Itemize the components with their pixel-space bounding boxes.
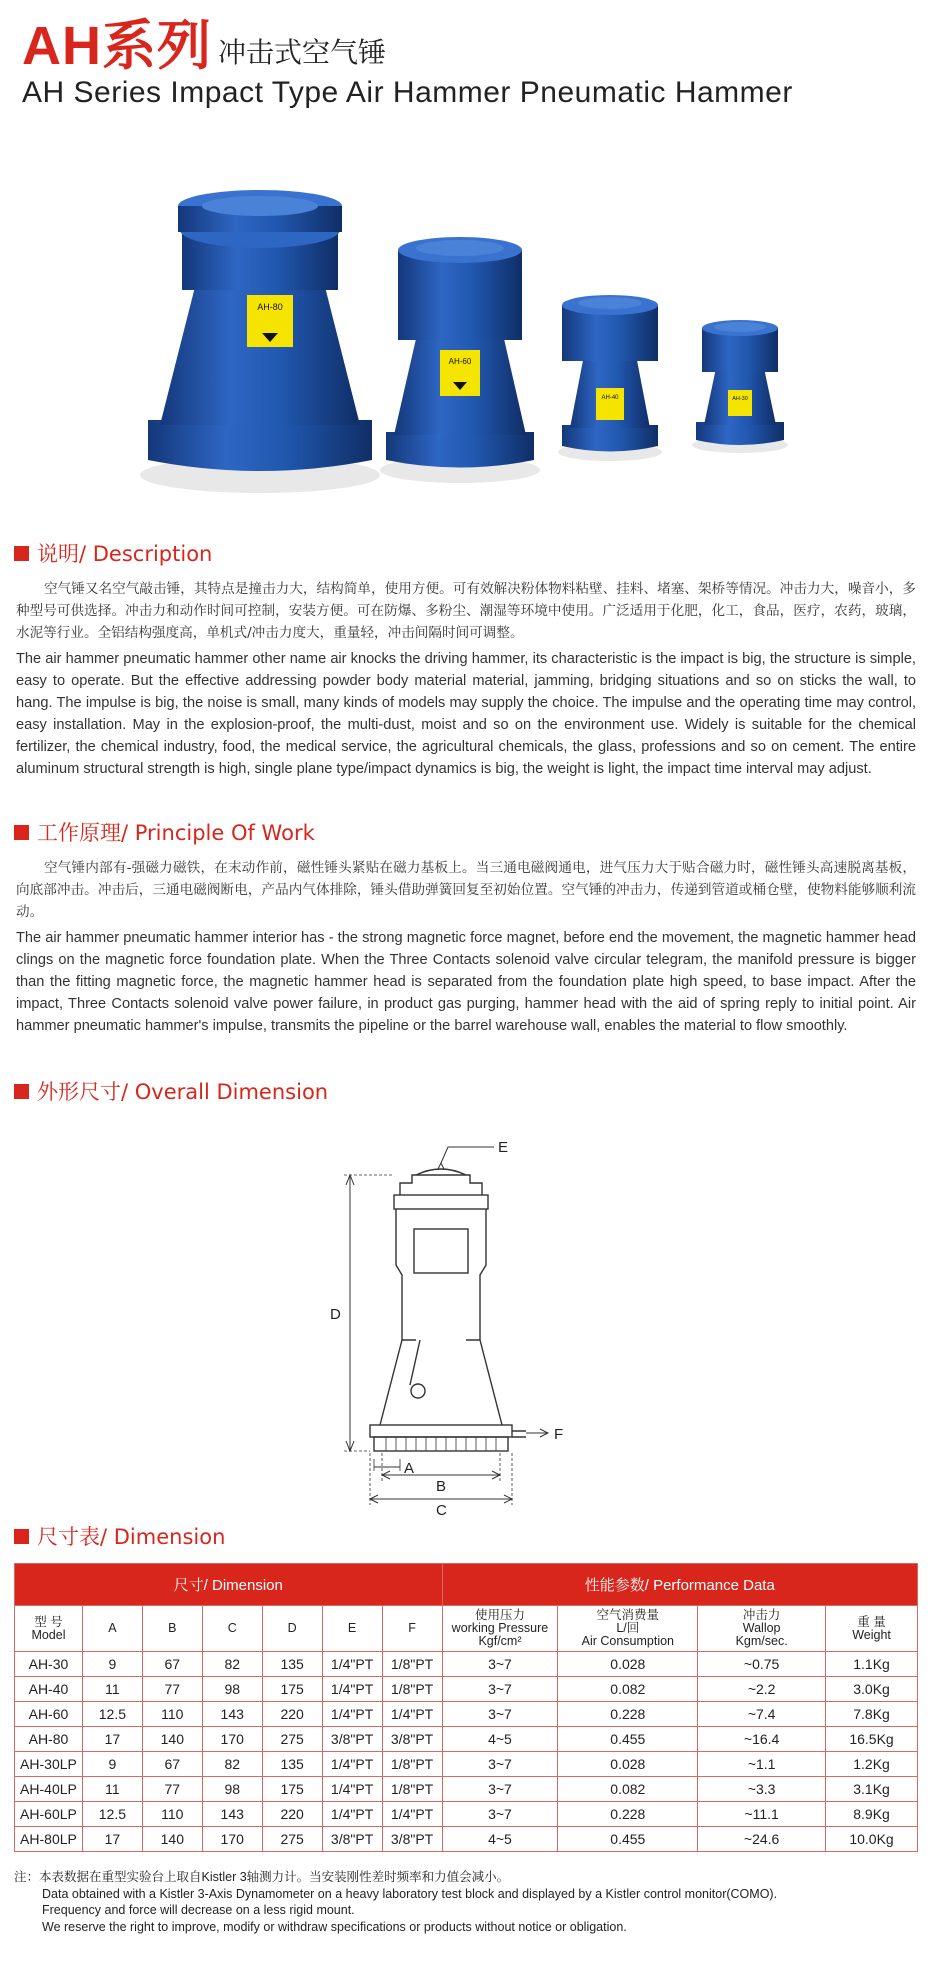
- col-e: E: [322, 1606, 382, 1652]
- table-cell: 12.5: [82, 1702, 142, 1727]
- table-cell: 1/4"PT: [322, 1677, 382, 1702]
- table-cell: 17: [82, 1727, 142, 1752]
- table-cell: 3~7: [442, 1677, 558, 1702]
- table-cell: 220: [262, 1702, 322, 1727]
- col-f: F: [382, 1606, 442, 1652]
- page-header: [22, 18, 912, 110]
- table-row: [15, 1727, 918, 1752]
- product-ah-60: [380, 237, 540, 483]
- table-cell: 9: [82, 1652, 142, 1677]
- table-cell: AH-40LP: [15, 1777, 83, 1802]
- table-cell: ~24.6: [698, 1827, 826, 1852]
- table-cell: 0.228: [558, 1702, 698, 1727]
- table-cell: 175: [262, 1677, 322, 1702]
- table-cell: 110: [142, 1702, 202, 1727]
- label-ah-30: AH-30: [732, 396, 748, 402]
- dim-label-e: E: [498, 1139, 509, 1156]
- table-cell: 1/4"PT: [382, 1702, 442, 1727]
- table-cell: 170: [202, 1727, 262, 1752]
- table-cell: 3.1Kg: [826, 1777, 918, 1802]
- section-title: 外形尺寸/ Overall Dimension: [37, 1080, 329, 1104]
- section-dimension-heading: [14, 1521, 225, 1551]
- group-dimension: 尺寸/ Dimension: [15, 1564, 443, 1606]
- table-cell: 175: [262, 1777, 322, 1802]
- table-cell: 12.5: [82, 1802, 142, 1827]
- table-cell: 1.2Kg: [826, 1752, 918, 1777]
- table-cell: 82: [202, 1752, 262, 1777]
- table-row: [15, 1827, 918, 1852]
- product-photo: [0, 170, 931, 500]
- table-column-header: [15, 1606, 918, 1652]
- col-pressure: 使用压力 working Pressure Kgf/cm²: [442, 1606, 558, 1652]
- table-cell: 275: [262, 1727, 322, 1752]
- table-cell: 135: [262, 1752, 322, 1777]
- dim-label-a: A: [404, 1460, 415, 1477]
- table-cell: 1/4"PT: [322, 1752, 382, 1777]
- table-cell: 140: [142, 1827, 202, 1852]
- table-cell: 0.082: [558, 1677, 698, 1702]
- table-cell: 82: [202, 1652, 262, 1677]
- col-weight: 重 量 Weight: [826, 1606, 918, 1652]
- table-cell: 0.028: [558, 1752, 698, 1777]
- square-bullet-icon: [14, 1084, 29, 1099]
- table-cell: ~7.4: [698, 1702, 826, 1727]
- table-cell: 67: [142, 1752, 202, 1777]
- description-en: The air hammer pneumatic hammer other name air knocks the driving hammer, its characteristic is the impact is big, the structure is simple, easy to operate. But the effective addressing powder body material material, jamming, bridging situations and so on sticks the wall, to hang. The impulse is big, the noise is small, many kinds of models may supply the choice. The impulse and the operating time may control, easy installation. May in the explosion-proof, the multi-dust, moist and so on the environment use. Widely is suitable for the chemical fertilizer, the chemical industry, food, the medical service, the agricultural chemicals, the glass, professions and so on cement. The entire aluminum structural strength is high, single plane type/impact dynamics is big, the weight is light, the impact time interval may adjust.: [16, 651, 916, 777]
- label-ah-80: AH-80: [257, 302, 283, 312]
- group-performance: 性能参数/ Performance Data: [442, 1564, 917, 1606]
- table-cell: 16.5Kg: [826, 1727, 918, 1752]
- table-cell: 1/4"PT: [322, 1802, 382, 1827]
- table-cell: 1/8"PT: [382, 1777, 442, 1802]
- table-cell: 3~7: [442, 1752, 558, 1777]
- table-cell: 11: [82, 1777, 142, 1802]
- footnotes: [14, 1869, 918, 1935]
- series-subtitle-cn: 冲击式空气锤: [218, 36, 387, 69]
- square-bullet-icon: [14, 825, 29, 840]
- table-row: [15, 1752, 918, 1777]
- dim-label-f: F: [554, 1426, 564, 1443]
- table-cell: 0.455: [558, 1827, 698, 1852]
- table-cell: 8.9Kg: [826, 1802, 918, 1827]
- note-en-3: We reserve the right to improve, modify or withdraw specifications or products without notice or obligation.: [42, 1919, 627, 1934]
- product-ah-40: [558, 295, 662, 461]
- col-model: 型 号 Model: [15, 1606, 83, 1652]
- table-cell: 17: [82, 1827, 142, 1852]
- section-overall-heading: [14, 1076, 328, 1106]
- table-cell: 140: [142, 1727, 202, 1752]
- table-cell: ~2.2: [698, 1677, 826, 1702]
- table-cell: 1/4"PT: [322, 1702, 382, 1727]
- description-cn: 空气锤又名空气敲击锤，其特点是撞击力大，结构简单，使用方便。可有效解决粉体物料粘壁、挂料、堵塞、架桥等情况。冲击力大，噪音小，多种型号可供选择。冲击力和动作时间可控制，安装方便。可在防爆、多粉尘、潮湿等环境中使用。广泛适用于化肥，化工，食品，医疗，农药，玻璃，水泥等行业。全铝结构强度高，单机式/冲击力度大，重量轻，冲击间隔时间可调整。: [16, 581, 916, 641]
- table-cell: 3/8"PT: [322, 1727, 382, 1752]
- table-cell: 3/8"PT: [382, 1727, 442, 1752]
- table-cell: 10.0Kg: [826, 1827, 918, 1852]
- table-row: [15, 1702, 918, 1727]
- section-title: 工作原理/ Principle Of Work: [37, 821, 315, 845]
- table-cell: 7.8Kg: [826, 1702, 918, 1727]
- table-cell: 1/8"PT: [382, 1677, 442, 1702]
- table-cell: 98: [202, 1677, 262, 1702]
- section-description-heading: [14, 538, 212, 568]
- section-title: 尺寸表/ Dimension: [37, 1525, 226, 1549]
- table-cell: ~1.1: [698, 1752, 826, 1777]
- table-cell: 3~7: [442, 1652, 558, 1677]
- table-row: [15, 1652, 918, 1677]
- series-title-en: AH Series Impact Type Air Hammer Pneumatic Hammer: [22, 76, 793, 109]
- table-cell: AH-60: [15, 1702, 83, 1727]
- table-cell: 3.0Kg: [826, 1677, 918, 1702]
- table-cell: 77: [142, 1677, 202, 1702]
- table-cell: 77: [142, 1777, 202, 1802]
- table-cell: 143: [202, 1702, 262, 1727]
- table-cell: 4~5: [442, 1827, 558, 1852]
- col-d: D: [262, 1606, 322, 1652]
- table-cell: 3~7: [442, 1702, 558, 1727]
- table-cell: 275: [262, 1827, 322, 1852]
- table-cell: 110: [142, 1802, 202, 1827]
- table-cell: 1.1Kg: [826, 1652, 918, 1677]
- col-c: C: [202, 1606, 262, 1652]
- table-row: [15, 1777, 918, 1802]
- col-wallop: 冲击力 Wallop Kgm/sec.: [698, 1606, 826, 1652]
- table-cell: 0.228: [558, 1802, 698, 1827]
- table-cell: 1/8"PT: [382, 1752, 442, 1777]
- col-b: B: [142, 1606, 202, 1652]
- label-ah-60: AH-60: [448, 357, 472, 366]
- table-cell: ~16.4: [698, 1727, 826, 1752]
- table-cell: 11: [82, 1677, 142, 1702]
- table-cell: 1/8"PT: [382, 1652, 442, 1677]
- table-body: [15, 1652, 918, 1852]
- table-cell: AH-30LP: [15, 1752, 83, 1777]
- table-cell: ~3.3: [698, 1777, 826, 1802]
- table-cell: AH-40: [15, 1677, 83, 1702]
- principle-cn: 空气锤内部有-强磁力磁铁，在末动作前，磁性锤头紧贴在磁力基板上。当三通电磁阀通电，进气压力大于贴合磁力时，磁性锤头高速脱离基板，向底部冲击。冲击后，三通电磁阀断电，产品内气体排除，锤头借助弹簧回复至初始位置。空气锤的冲击力，传递到管道或桶仓壁，使物料能够顺利流动。: [16, 860, 916, 920]
- col-air: 空气消费量 L/回 Air Consumption: [558, 1606, 698, 1652]
- table-cell: 220: [262, 1802, 322, 1827]
- product-ah-80: [140, 190, 380, 493]
- table-cell: 1/4"PT: [322, 1652, 382, 1677]
- note-cn: 注：本表数据在重型实验台上取自Kistler 3轴测力计。当安装刚性差时频率和力值会减小。: [14, 1870, 510, 1884]
- series-title: AH系列: [22, 16, 212, 76]
- table-cell: 3/8"PT: [322, 1827, 382, 1852]
- dimension-table: [14, 1563, 918, 1852]
- note-en-2: Frequency and force will decrease on a less rigid mount.: [42, 1903, 355, 1917]
- table-cell: 170: [202, 1827, 262, 1852]
- col-a: A: [82, 1606, 142, 1652]
- dim-label-c: C: [436, 1502, 447, 1515]
- table-cell: 143: [202, 1802, 262, 1827]
- table-cell: 4~5: [442, 1727, 558, 1752]
- dim-label-d: D: [330, 1306, 341, 1323]
- table-cell: ~11.1: [698, 1802, 826, 1827]
- label-ah-40: AH-40: [601, 395, 619, 401]
- table-cell: ~0.75: [698, 1652, 826, 1677]
- table-cell: 98: [202, 1777, 262, 1802]
- table-cell: 0.455: [558, 1727, 698, 1752]
- table-cell: 3~7: [442, 1777, 558, 1802]
- dim-label-b: B: [436, 1478, 447, 1495]
- title-row: [22, 18, 912, 74]
- table-cell: AH-60LP: [15, 1802, 83, 1827]
- square-bullet-icon: [14, 546, 29, 561]
- table-cell: 3/8"PT: [382, 1827, 442, 1852]
- table-cell: 135: [262, 1652, 322, 1677]
- table-cell: 0.082: [558, 1777, 698, 1802]
- note-en-1: Data obtained with a Kistler 3-Axis Dynamometer on a heavy laboratory test block and displayed by a Kistler control monitor(COMO).: [42, 1886, 778, 1901]
- table-cell: AH-80: [15, 1727, 83, 1752]
- table-row: [15, 1802, 918, 1827]
- table-cell: 0.028: [558, 1652, 698, 1677]
- table-cell: AH-80LP: [15, 1827, 83, 1852]
- table-row: [15, 1677, 918, 1702]
- table-cell: 1/4"PT: [322, 1777, 382, 1802]
- principle-en: The air hammer pneumatic hammer interior has - the strong magnetic force magnet, before end the movement, the magnetic hammer head clings on the magnetic force foundation plate. When the Three Contacts solenoid valve circular telegram, the manifold pressure is bigger than the fitting magnetic force, the magnetic hammer head is separated from the foundation plate high speed, to base impact. After the impact, Three Contacts solenoid valve power failure, in product gas purging, hammer head with the aid of spring reply to initial point. Air hammer pneumatic hammer's impulse, transmits the pipeline or the barrel warehouse wall, enables the material to flow smoothly.: [16, 930, 916, 1034]
- table-group-header: [15, 1564, 918, 1606]
- table-cell: 1/4"PT: [382, 1802, 442, 1827]
- table-cell: 3~7: [442, 1802, 558, 1827]
- square-bullet-icon: [14, 1529, 29, 1544]
- section-title: 说明/ Description: [37, 542, 213, 566]
- table-cell: 9: [82, 1752, 142, 1777]
- table-cell: AH-30: [15, 1652, 83, 1677]
- section-principle-heading: [14, 817, 315, 847]
- product-ah-30: [692, 320, 788, 453]
- table-cell: 67: [142, 1652, 202, 1677]
- dimension-drawing: [330, 1135, 630, 1515]
